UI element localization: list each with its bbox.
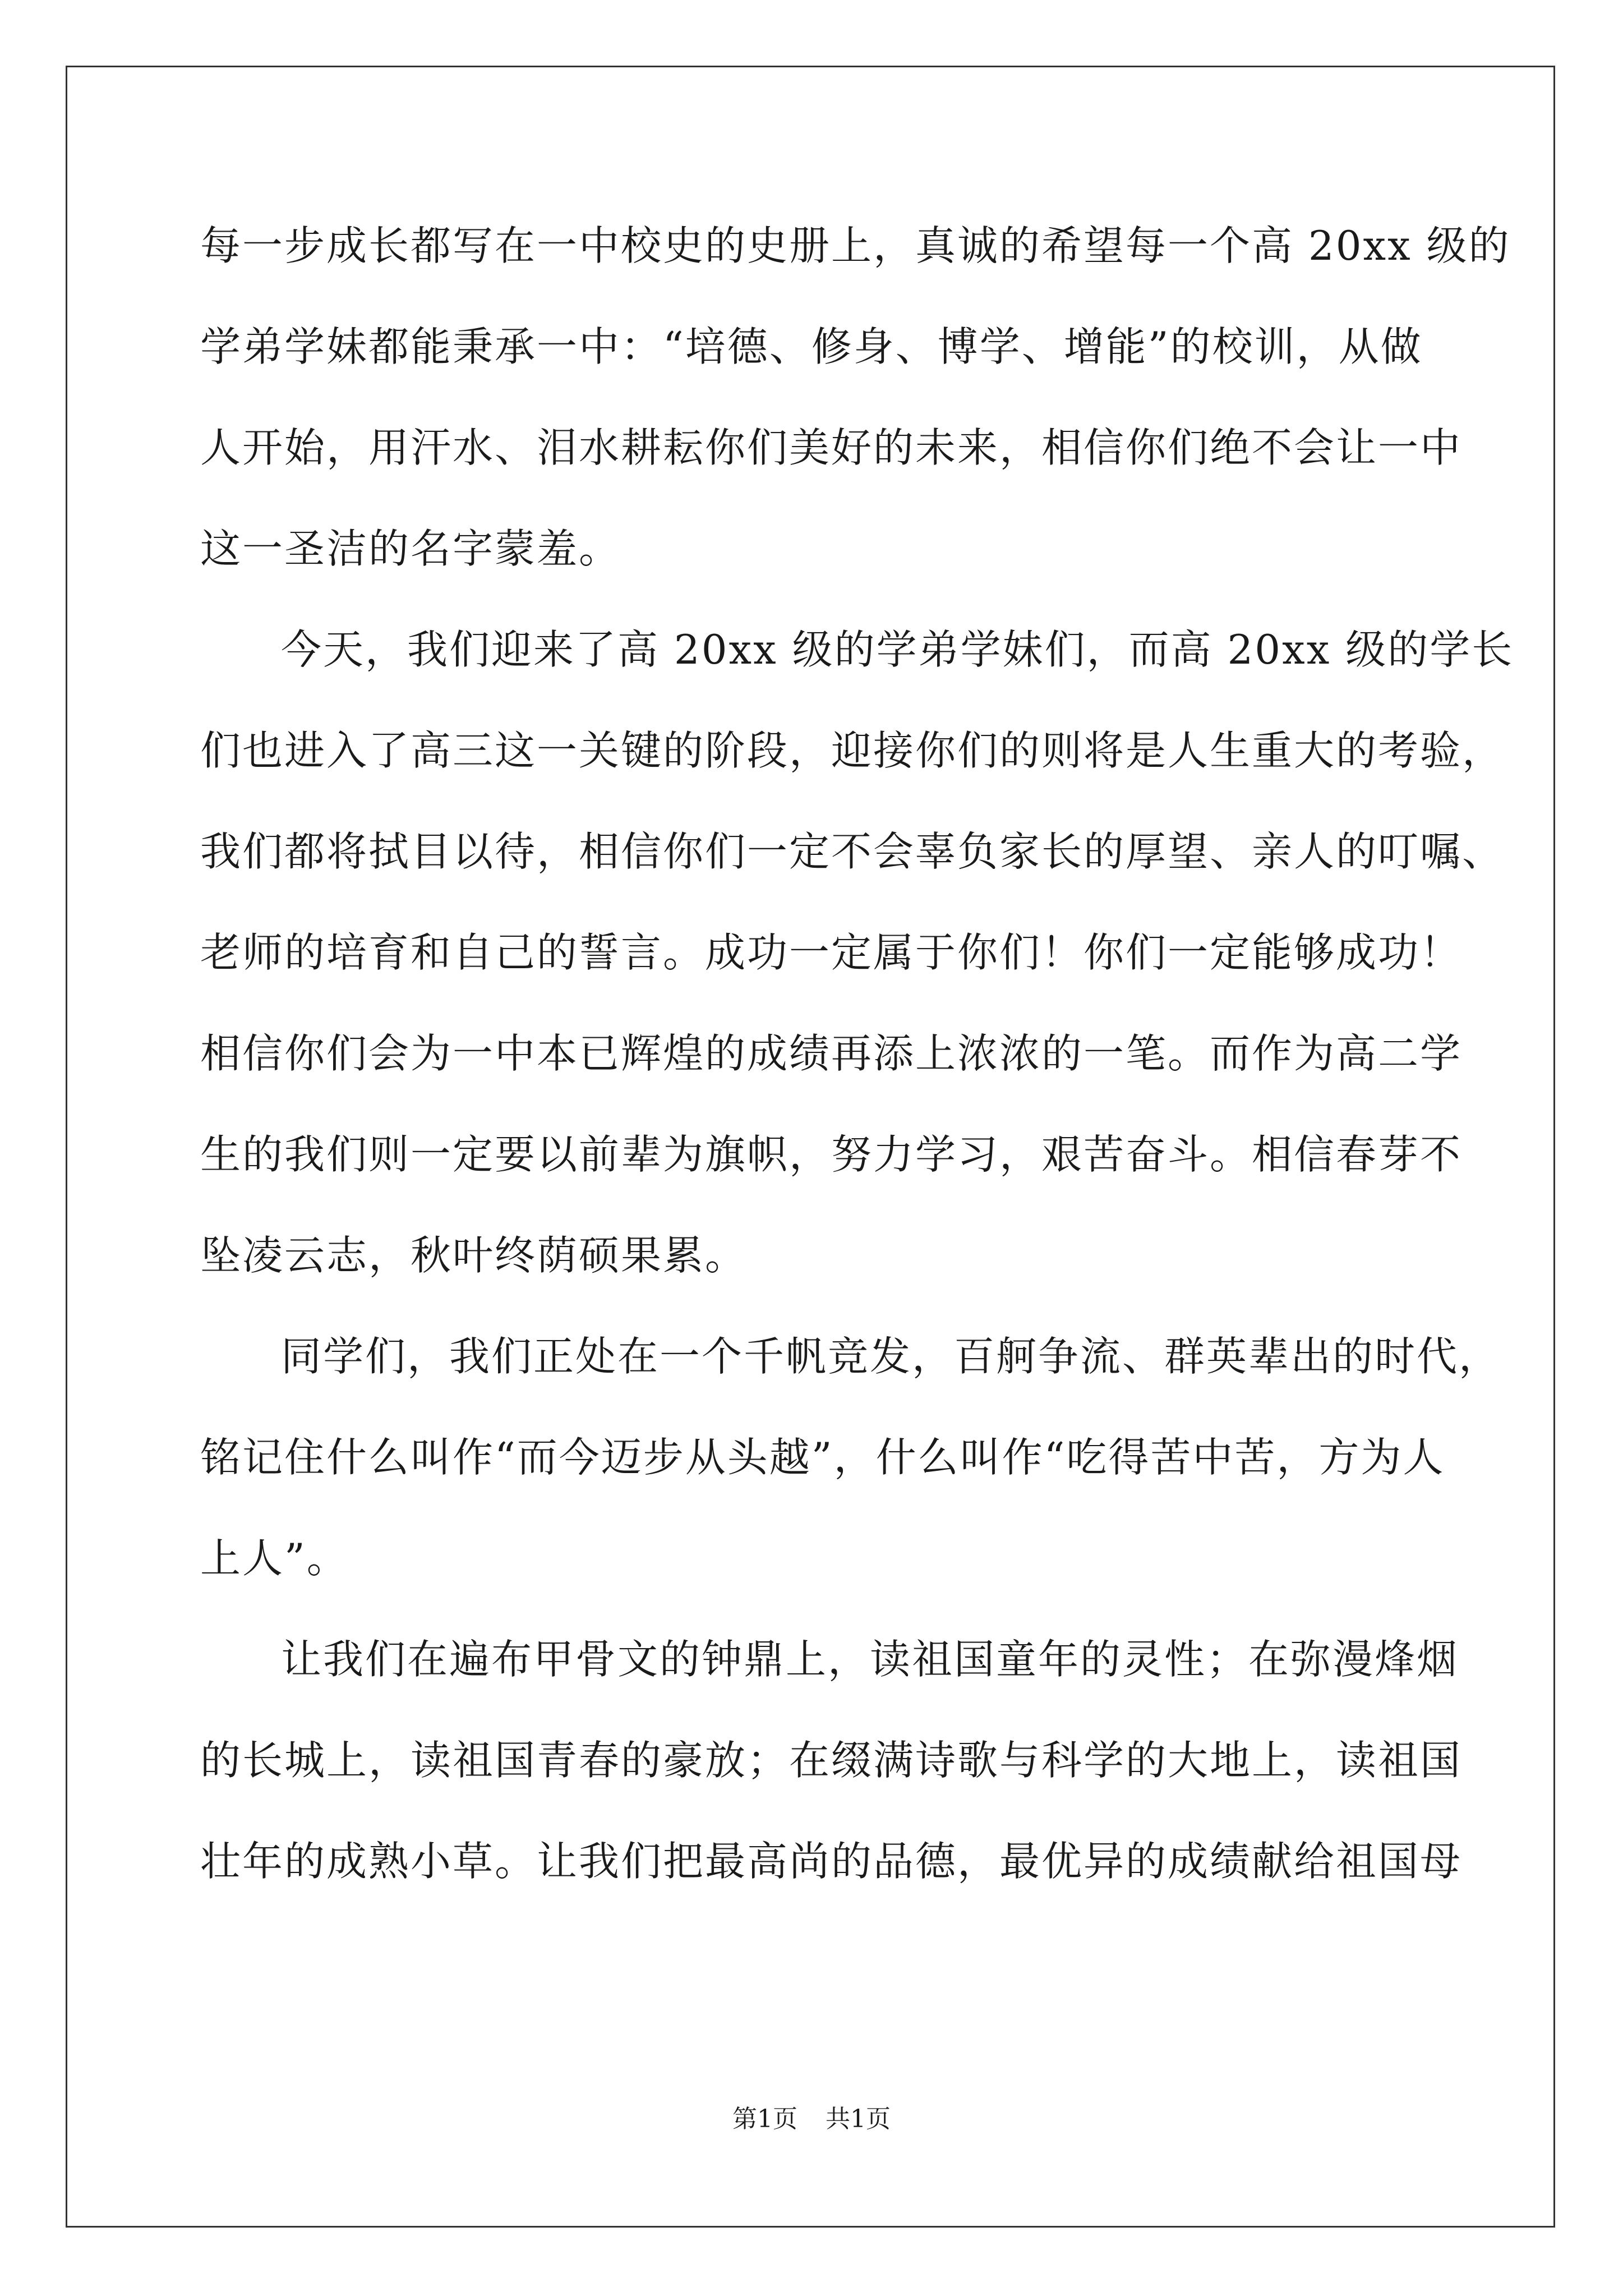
page-number-total: 共1页 [826, 2105, 891, 2133]
page-number-current: 第1页 [732, 2105, 797, 2133]
text-line: 我们都将拭目以待，相信你们一定不会辜负家长的厚望、亲人的叮嘱、 [200, 828, 1505, 875]
text-line: 每一步成长都写在一中校史的史册上，真诚的希望每一个高 20xx 级的 [200, 222, 1511, 269]
text-line: 人开始，用汗水、泪水耕耘你们美好的未来，相信你们绝不会让一中 [200, 424, 1463, 471]
text-line: 学弟学妹都能秉承一中：“培德、修身、博学、增能”的校训，从做 [200, 323, 1423, 370]
text-line: 生的我们则一定要以前辈为旗帜，努力学习，艰苦奋斗。相信春芽不 [200, 1131, 1463, 1178]
text-line: 壮年的成熟小草。让我们把最高尚的品德，最优异的成绩献给祖国母 [200, 1838, 1463, 1885]
text-line: 相信你们会为一中本已辉煌的成绩再添上浓浓的一笔。而作为高二学 [200, 1030, 1463, 1077]
text-line: 的长城上，读祖国青春的豪放；在缀满诗歌与科学的大地上，读祖国 [200, 1737, 1463, 1784]
paragraph-start-line: 今天，我们迎来了高 20xx 级的学弟学妹们，而高 20xx 级的学长 [281, 626, 1514, 673]
paragraph-start-line: 让我们在遍布甲骨文的钟鼎上，读祖国童年的灵性；在弥漫烽烟 [281, 1636, 1459, 1683]
text-line: 坠凌云志，秋叶终荫硕果累。 [200, 1232, 748, 1279]
text-line: 上人”。 [200, 1535, 349, 1582]
text-line: 们也进入了高三这一关键的阶段，迎接你们的则将是人生重大的考验， [200, 727, 1505, 774]
text-line: 铭记住什么叫作“而今迈步从头越”，什么叫作“吃得苦中苦，方为人 [200, 1434, 1445, 1481]
paragraph-start-line: 同学们，我们正处在一个千帆竞发，百舸争流、群英辈出的时代， [281, 1333, 1501, 1380]
text-line: 老师的培育和自己的誓言。成功一定属于你们！你们一定能够成功！ [200, 929, 1463, 976]
text-line: 这一圣洁的名字蒙羞。 [200, 525, 621, 572]
page-footer [0, 2102, 1623, 2136]
